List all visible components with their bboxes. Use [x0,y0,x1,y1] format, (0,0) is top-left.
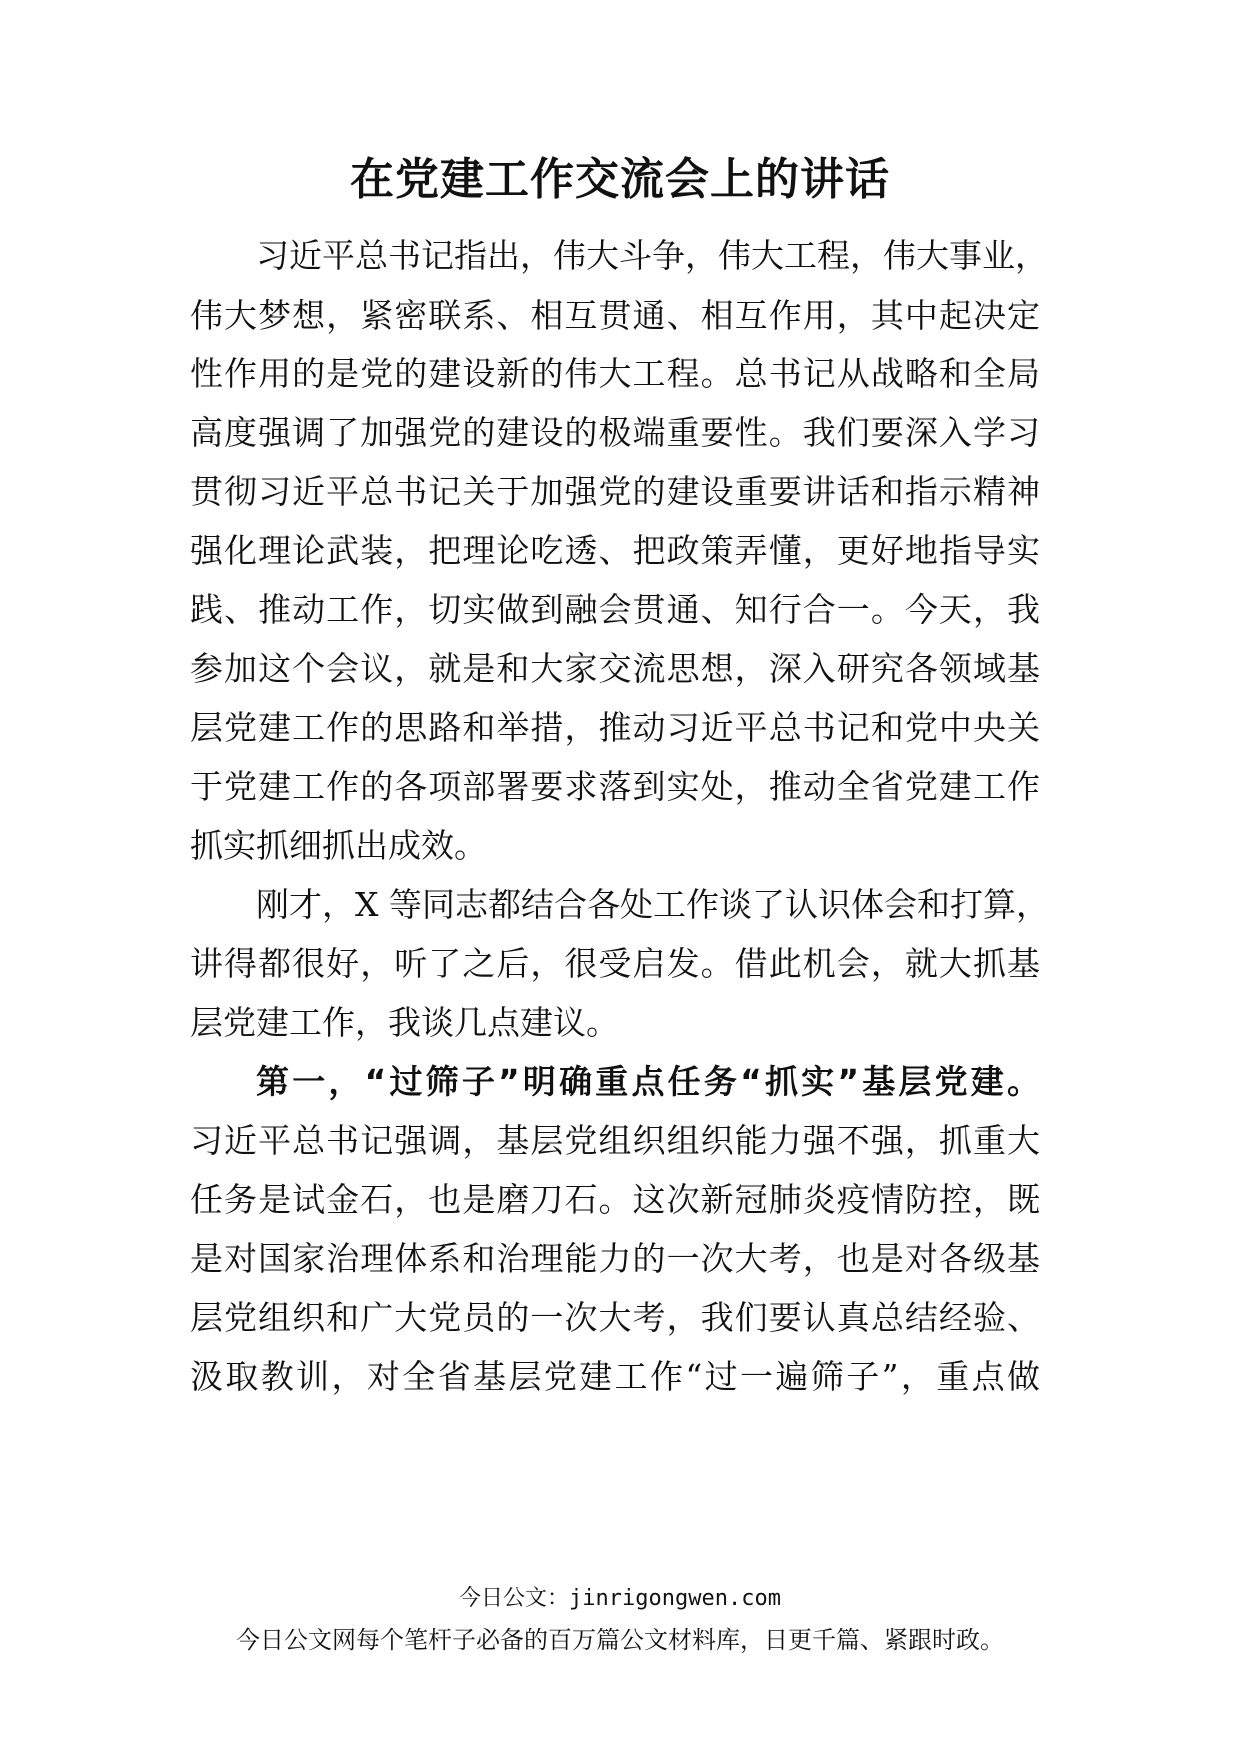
paragraph-line: 层党建工作的思路和举措，推动习近平总书记和党中央关 [190,708,1040,747]
paragraph-line: 贯彻习近平总书记关于加强党的建设重要讲话和指示精神 [190,472,1040,511]
paragraph-line: 习近平总书记强调，基层党组织组织能力强不强，抓重大 [190,1121,1040,1160]
footer-site-label: 今日公文： [459,1586,570,1611]
paragraph-line: 强化理论武装，把理论吃透、把政策弄懂，更好地指导实 [190,531,1040,570]
paragraph-line: 践、推动工作，切实做到融会贯通、知行合一。今天，我 [190,590,1040,629]
paragraph-line: 于党建工作的各项部署要求落到实处，推动全省党建工作 [190,767,1040,806]
paragraph-line: 任务是试金石，也是磨刀石。这次新冠肺炎疫情防控，既 [190,1180,1040,1219]
paragraph-line: 层党组织和广大党员的一次大考，我们要认真总结经验、 [190,1298,1040,1337]
paragraph-line: 参加这个会议，就是和大家交流思想，深入研究各领域基 [190,649,1040,688]
paragraph-line: 性作用的是党的建设新的伟大工程。总书记从战略和全局 [190,354,1040,393]
footer-site-url[interactable]: jinrigongwen.com [569,1586,781,1611]
paragraph-line: 汲取教训，对全省基层党建工作“过一遍筛子”，重点做 [190,1357,1040,1396]
footer-site-link[interactable] [0,1584,1240,1614]
paragraph-line: 抓实抓细抓出成效。 [190,826,487,865]
paragraph-line: 讲得都很好，听了之后，很受启发。借此机会，就大抓基 [190,944,1040,983]
paragraph-line: 刚才，X 等同志都结合各处工作谈了认识体会和打算， [256,885,1049,924]
footer-tagline: 今日公文网每个笔杆子必备的百万篇公文材料库，日更千篇、紧跟时政。 [236,1626,1004,1654]
paragraph-line: 高度强调了加强党的建设的极端重要性。我们要深入学习 [190,413,1040,452]
paragraph-line: 习近平总书记指出，伟大斗争，伟大工程，伟大事业， [256,236,1048,275]
paragraph-line: 是对国家治理体系和治理能力的一次大考，也是对各级基 [190,1239,1040,1278]
paragraph-line: 伟大梦想，紧密联系、相互贯通、相互作用，其中起决定 [190,296,1040,335]
paragraph-line: 层党建工作，我谈几点建议。 [190,1003,619,1042]
document-title: 在党建工作交流会上的讲话 [350,154,890,205]
section-heading: 第一，“过筛子”明确重点任务“抓实”基层党建。 [256,1062,1040,1101]
